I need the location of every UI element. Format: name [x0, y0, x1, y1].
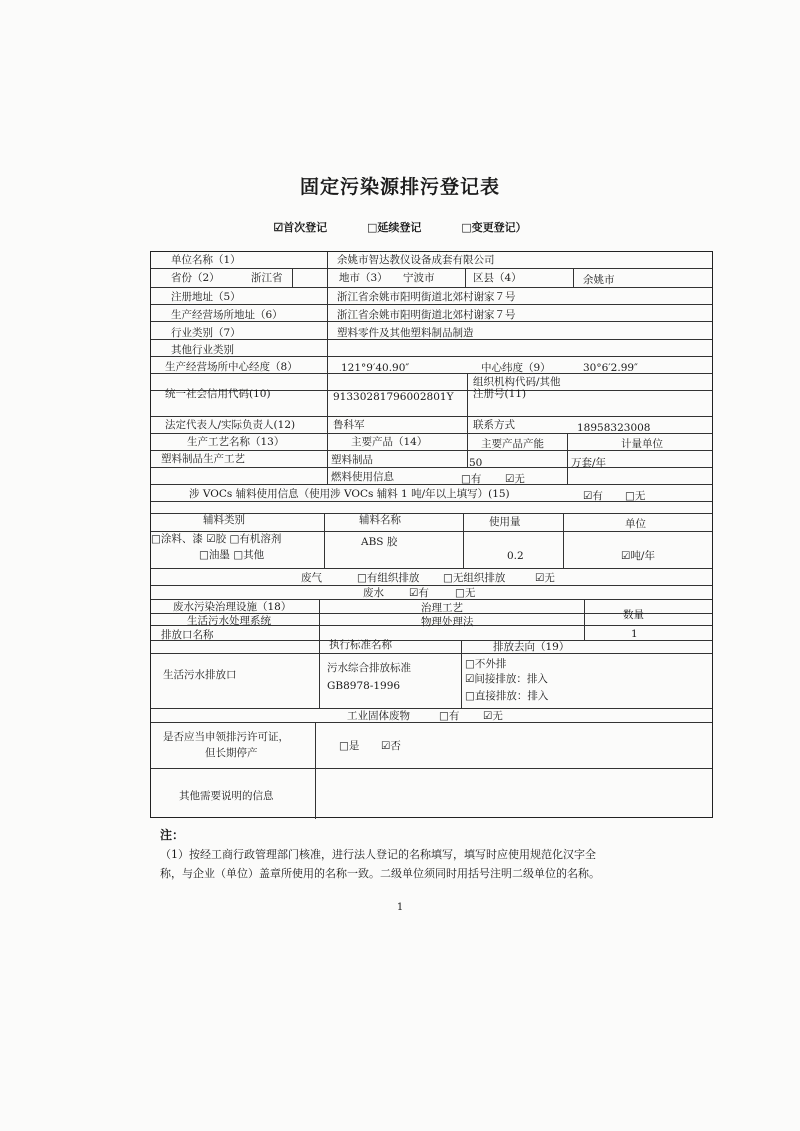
capacity-unit-value: 万套/年 — [571, 457, 607, 469]
wastewater-label: 废水 — [363, 587, 384, 599]
change-registration-option[interactable]: □变更登记） — [461, 221, 527, 234]
direction-indirect-checkbox[interactable]: ☑间接排放：排入 — [465, 673, 548, 685]
solid-waste-yes-checkbox[interactable]: □有 — [439, 710, 460, 722]
outlet-name-value: 生活污水排放口 — [163, 669, 237, 681]
first-registration-option[interactable]: ☑首次登记 — [273, 221, 328, 234]
notes-line2: 称，与企业（单位）盖章所使用的名称一致。二级单位须同时用括号注明二级单位的名称。 — [160, 867, 600, 880]
latitude-label: 中心纬度（9） — [481, 362, 551, 374]
exhaust-none-checkbox[interactable]: ☑无 — [535, 572, 555, 584]
aux-name-label: 辅料名称 — [359, 514, 401, 526]
solid-waste-label: 工业固体废物 — [347, 710, 410, 722]
aux-unit-value[interactable]: ☑吨/年 — [621, 550, 655, 562]
fuel-no-checkbox[interactable]: ☑无 — [505, 473, 525, 485]
longitude-label: 生产经营场所中心经度（8） — [165, 361, 298, 373]
unit-name-label: 单位名称（1） — [171, 254, 241, 266]
production-address-label: 生产经营场所地址（6） — [171, 309, 283, 321]
standard-value-line1: 污水综合排放标准 — [327, 662, 411, 674]
permit-yes-checkbox[interactable]: □是 — [339, 740, 360, 752]
permit-label-line2: 但长期停产 — [205, 747, 258, 759]
org-code-label: 组织机构代码/其他注册号(11) — [473, 376, 561, 400]
city-value: 宁波市 — [403, 272, 435, 284]
notes-line1: （1）按经工商行政管理部门核准，进行法人登记的名称填写，填写时应使用规范化汉字全 — [160, 848, 596, 861]
registration-type-options — [0, 219, 800, 235]
county-value: 余姚市 — [583, 274, 615, 286]
credit-code-label: 统一社会信用代码(10) — [165, 388, 271, 400]
standard-label: 执行标准名称 — [329, 639, 392, 651]
industry-label: 行业类别（7） — [171, 327, 241, 339]
latitude-value: 30°6′2.99″ — [583, 362, 638, 374]
voc-no-checkbox[interactable]: □无 — [625, 490, 646, 502]
contact-label: 联系方式 — [473, 419, 515, 431]
usage-label: 使用量 — [489, 516, 521, 528]
aux-type-options-line2[interactable]: □油墨 □其他 — [199, 549, 265, 561]
treatment-process-label: 治理工艺 — [421, 602, 463, 614]
unit-label: 计量单位 — [621, 438, 663, 450]
legal-representative-label: 法定代表人/实际负责人(12) — [165, 419, 296, 431]
notes-section — [160, 826, 700, 883]
process-name-label: 生产工艺名称（13） — [187, 436, 285, 448]
exhaust-unorganized-checkbox[interactable]: □无组织排放 — [443, 572, 506, 584]
process-name-value: 塑料制品生产工艺 — [161, 453, 245, 465]
province-label: 省份（2） — [171, 272, 220, 284]
main-product-label: 主要产品（14） — [351, 436, 428, 448]
production-address-value: 浙江省余姚市阳明街道北郊村谢家７号 — [337, 309, 516, 321]
aux-name-value: ABS 胶 — [361, 536, 398, 548]
fuel-yes-checkbox[interactable]: □有 — [461, 473, 482, 485]
direction-no-discharge-checkbox[interactable]: □不外排 — [465, 658, 507, 670]
page-title: 固定污染源排污登记表 — [299, 176, 500, 198]
page-number: 1 — [396, 902, 404, 913]
exhaust-organized-checkbox[interactable]: □有组织排放 — [357, 572, 420, 584]
discharge-direction-label: 排放去向（19） — [493, 641, 570, 653]
contact-value: 18958323008 — [577, 422, 651, 434]
permit-label-line1: 是否应当申领排污许可证， — [163, 731, 289, 743]
longitude-value: 121°9′40.90″ — [341, 362, 410, 374]
standard-value-line2: GB8978-1996 — [327, 680, 401, 692]
notes-heading: 注： — [160, 828, 185, 842]
aux-type-label: 辅料类别 — [203, 514, 245, 526]
domestic-ww-system: 生活污水处理系统 — [187, 615, 271, 627]
unit-name-value: 余姚市智达教仪设备成套有限公司 — [337, 254, 495, 266]
solid-waste-no-checkbox[interactable]: ☑无 — [483, 710, 503, 722]
credit-code-value: 91330281796002801Y — [333, 391, 454, 403]
ww-facility-label: 废水污染治理设施（18） — [173, 601, 292, 613]
capacity-label: 主要产品产能 — [481, 438, 544, 450]
wastewater-no-checkbox[interactable]: □无 — [455, 587, 476, 599]
renewal-registration-option[interactable]: □延续登记 — [367, 221, 422, 234]
registration-form-table — [150, 251, 713, 818]
aux-type-options-line1[interactable]: □涂料、漆 ☑胶 □有机溶剂 — [151, 533, 282, 545]
exhaust-label: 废气 — [301, 572, 322, 584]
registered-address-label: 注册地址（5） — [171, 291, 241, 303]
usage-value: 0.2 — [507, 550, 524, 562]
fuel-label: 燃料使用信息 — [331, 471, 394, 483]
city-label: 地市（3） — [339, 272, 388, 284]
capacity-value: 50 — [469, 457, 483, 469]
wastewater-yes-checkbox[interactable]: ☑有 — [409, 587, 429, 599]
permit-no-checkbox[interactable]: ☑否 — [381, 740, 401, 752]
other-info-label: 其他需要说明的信息 — [179, 790, 274, 802]
voc-label: 涉 VOCs 辅料使用信息（使用涉 VOCs 辅料 1 吨/年以上填写）(15) — [189, 488, 510, 500]
aux-unit-label: 单位 — [625, 518, 646, 530]
province-value: 浙江省 — [251, 272, 283, 284]
other-industry-label: 其他行业类别 — [171, 344, 234, 356]
quantity-value: 1 — [631, 628, 638, 640]
direction-direct-checkbox[interactable]: □直接排放：排入 — [465, 690, 549, 702]
county-label: 区县（4） — [473, 272, 522, 284]
outlet-name-label: 排放口名称 — [161, 629, 214, 641]
voc-yes-checkbox[interactable]: ☑有 — [583, 490, 603, 502]
quantity-label: 数量 — [623, 609, 644, 621]
physical-treatment-value: 物理处理法 — [421, 616, 474, 628]
registered-address-value: 浙江省余姚市阳明街道北郊村谢家７号 — [337, 291, 516, 303]
industry-value: 塑料零件及其他塑料制品制造 — [337, 327, 474, 339]
legal-representative-value: 鲁科军 — [333, 419, 365, 431]
main-product-value: 塑料制品 — [331, 454, 373, 466]
